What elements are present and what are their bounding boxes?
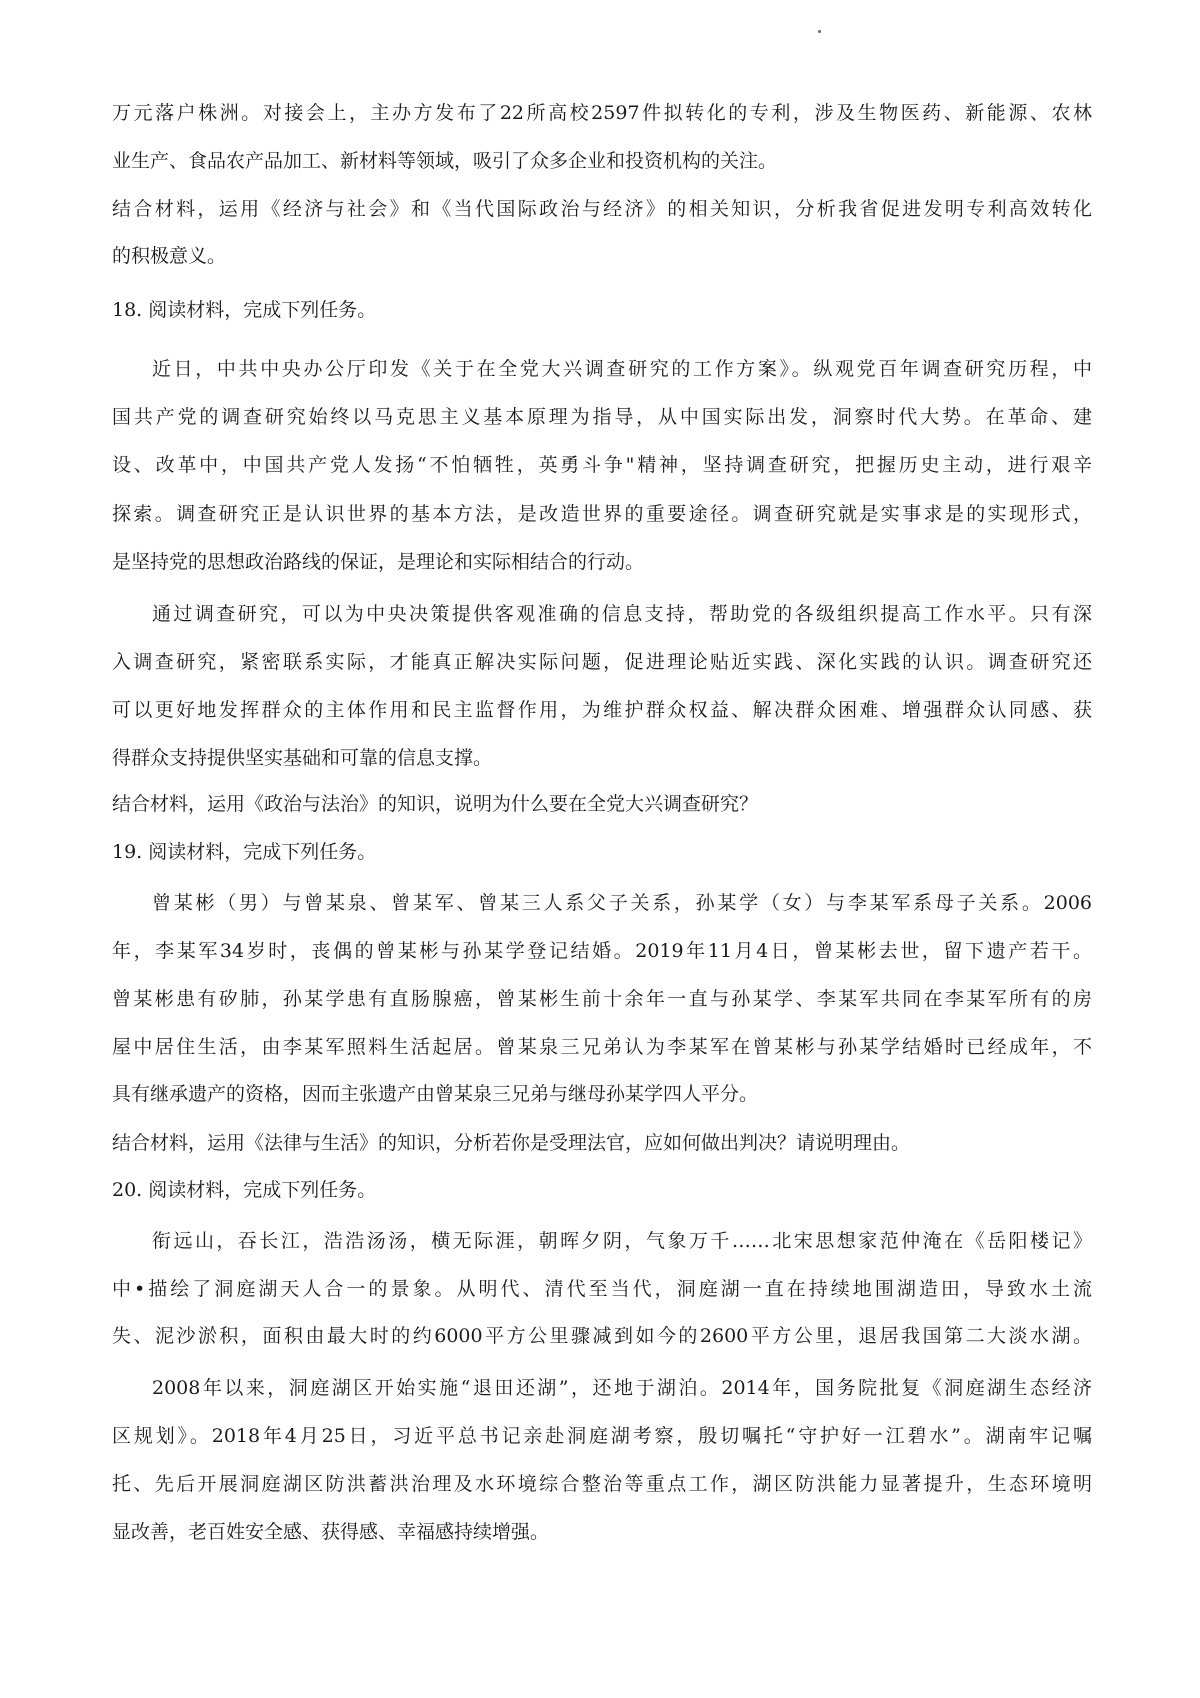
text-line: 探索。调查研究正是认识世界的基本方法，是改造世界的重要途径。调查研究就是实事求是的实现形式，	[112, 503, 1092, 525]
text-line: 失、泥沙淤积，面积由最大时的约6000平方公里骤减到如今的2600平方公里，退居我国第二大淡水湖。	[112, 1325, 1092, 1347]
text-line: 结合材料，运用《经济与社会》和《当代国际政治与经济》的相关知识，分析我省促进发明专利高效转化	[112, 198, 1092, 220]
text-line: 业生产、食品农产品加工、新材料等领域，吸引了众多企业和投资机构的关注。	[112, 150, 778, 172]
text-line: 衔远山，吞长江，浩浩汤汤，横无际涯，朝晖夕阴，气象万千……北宋思想家范仲淹在《岳阳楼记》	[152, 1230, 1092, 1252]
scan-dot	[818, 30, 821, 33]
text-line: 年，李某军34岁时，丧偶的曾某彬与孙某学登记结婚。2019年11月4日，曾某彬去世，留下遗产若干。	[112, 940, 1092, 962]
text-line: 具有继承遗产的资格，因而主张遗产由曾某泉三兄弟与继母孙某学四人平分。	[112, 1083, 759, 1105]
text-line: 可以更好地发挥群众的主体作用和民主监督作用，为维护群众权益、解决群众困难、增强群众认同感、获	[112, 699, 1092, 721]
text-line: 托、先后开展洞庭湖区防洪蓄洪治理及水环境综合整治等重点工作，湖区防洪能力显著提升，生态环境明	[112, 1473, 1092, 1495]
text-line: 结合材料，运用《政治与法治》的知识，说明为什么要在全党大兴调查研究？	[112, 793, 759, 815]
text-line: 是坚持党的思想政治路线的保证，是理论和实际相结合的行动。	[112, 551, 645, 573]
text-line: 万元落户株洲。对接会上，主办方发布了22所高校2597件拟转化的专利，涉及生物医药、新能源、农林	[112, 102, 1092, 124]
text-line: 得群众支持提供坚实基础和可靠的信息支撑。	[112, 747, 493, 769]
text-line: 的积极意义。	[112, 245, 227, 267]
question-heading: 19. 阅读材料，完成下列任务。	[112, 841, 377, 863]
text-line: 国共产党的调查研究始终以马克思主义基本原理为指导，从中国实际出发，洞察时代大势。在革命、建	[112, 406, 1092, 428]
text-line: 中•描绘了洞庭湖天人合一的景象。从明代、清代至当代，洞庭湖一直在持续地围湖造田，导致水土流	[112, 1278, 1092, 1300]
text-line: 区规划》。2018年4月25日，习近平总书记亲赴洞庭湖考察，殷切嘱托“守护好一江碧水”。湖南牢记嘱	[112, 1425, 1092, 1447]
text-line: 曾某彬患有矽肺，孙某学患有直肠腺癌，曾某彬生前十余年一直与孙某学、李某军共同在李某军所有的房	[112, 988, 1092, 1010]
text-line: 屋中居住生活，由李某军照料生活起居。曾某泉三兄弟认为李某军在曾某彬与孙某学结婚时已经成年，不	[112, 1036, 1092, 1058]
text-line: 入调查研究，紧密联系实际，才能真正解决实际问题，促进理论贴近实践、深化实践的认识。调查研究还	[112, 651, 1092, 673]
text-line: 近日，中共中央办公厅印发《关于在全党大兴调查研究的工作方案》。纵观党百年调查研究历程，中	[152, 358, 1092, 380]
question-heading: 18. 阅读材料，完成下列任务。	[112, 299, 377, 321]
text-line: 设、改革中，中国共产党人发扬“不怕牺牲，英勇斗争"精神，坚持调查研究，把握历史主动，进行艰辛	[112, 454, 1092, 476]
text-line: 显改善，老百姓安全感、获得感、幸福感持续增强。	[112, 1521, 550, 1543]
text-line: 曾某彬（男）与曾某泉、曾某军、曾某三人系父子关系，孙某学（女）与李某军系母子关系。2006	[152, 892, 1092, 914]
question-heading: 20. 阅读材料，完成下列任务。	[112, 1179, 377, 1201]
text-line: 结合材料，运用《法律与生活》的知识，分析若你是受理法官，应如何做出判决？请说明理由。	[112, 1132, 911, 1154]
text-line: 通过调查研究，可以为中央决策提供客观准确的信息支持，帮助党的各级组织提高工作水平。只有深	[152, 603, 1092, 625]
text-line: 2008年以来，洞庭湖区开始实施“退田还湖”，还地于湖泊。2014年，国务院批复《洞庭湖生态经济	[152, 1377, 1092, 1399]
